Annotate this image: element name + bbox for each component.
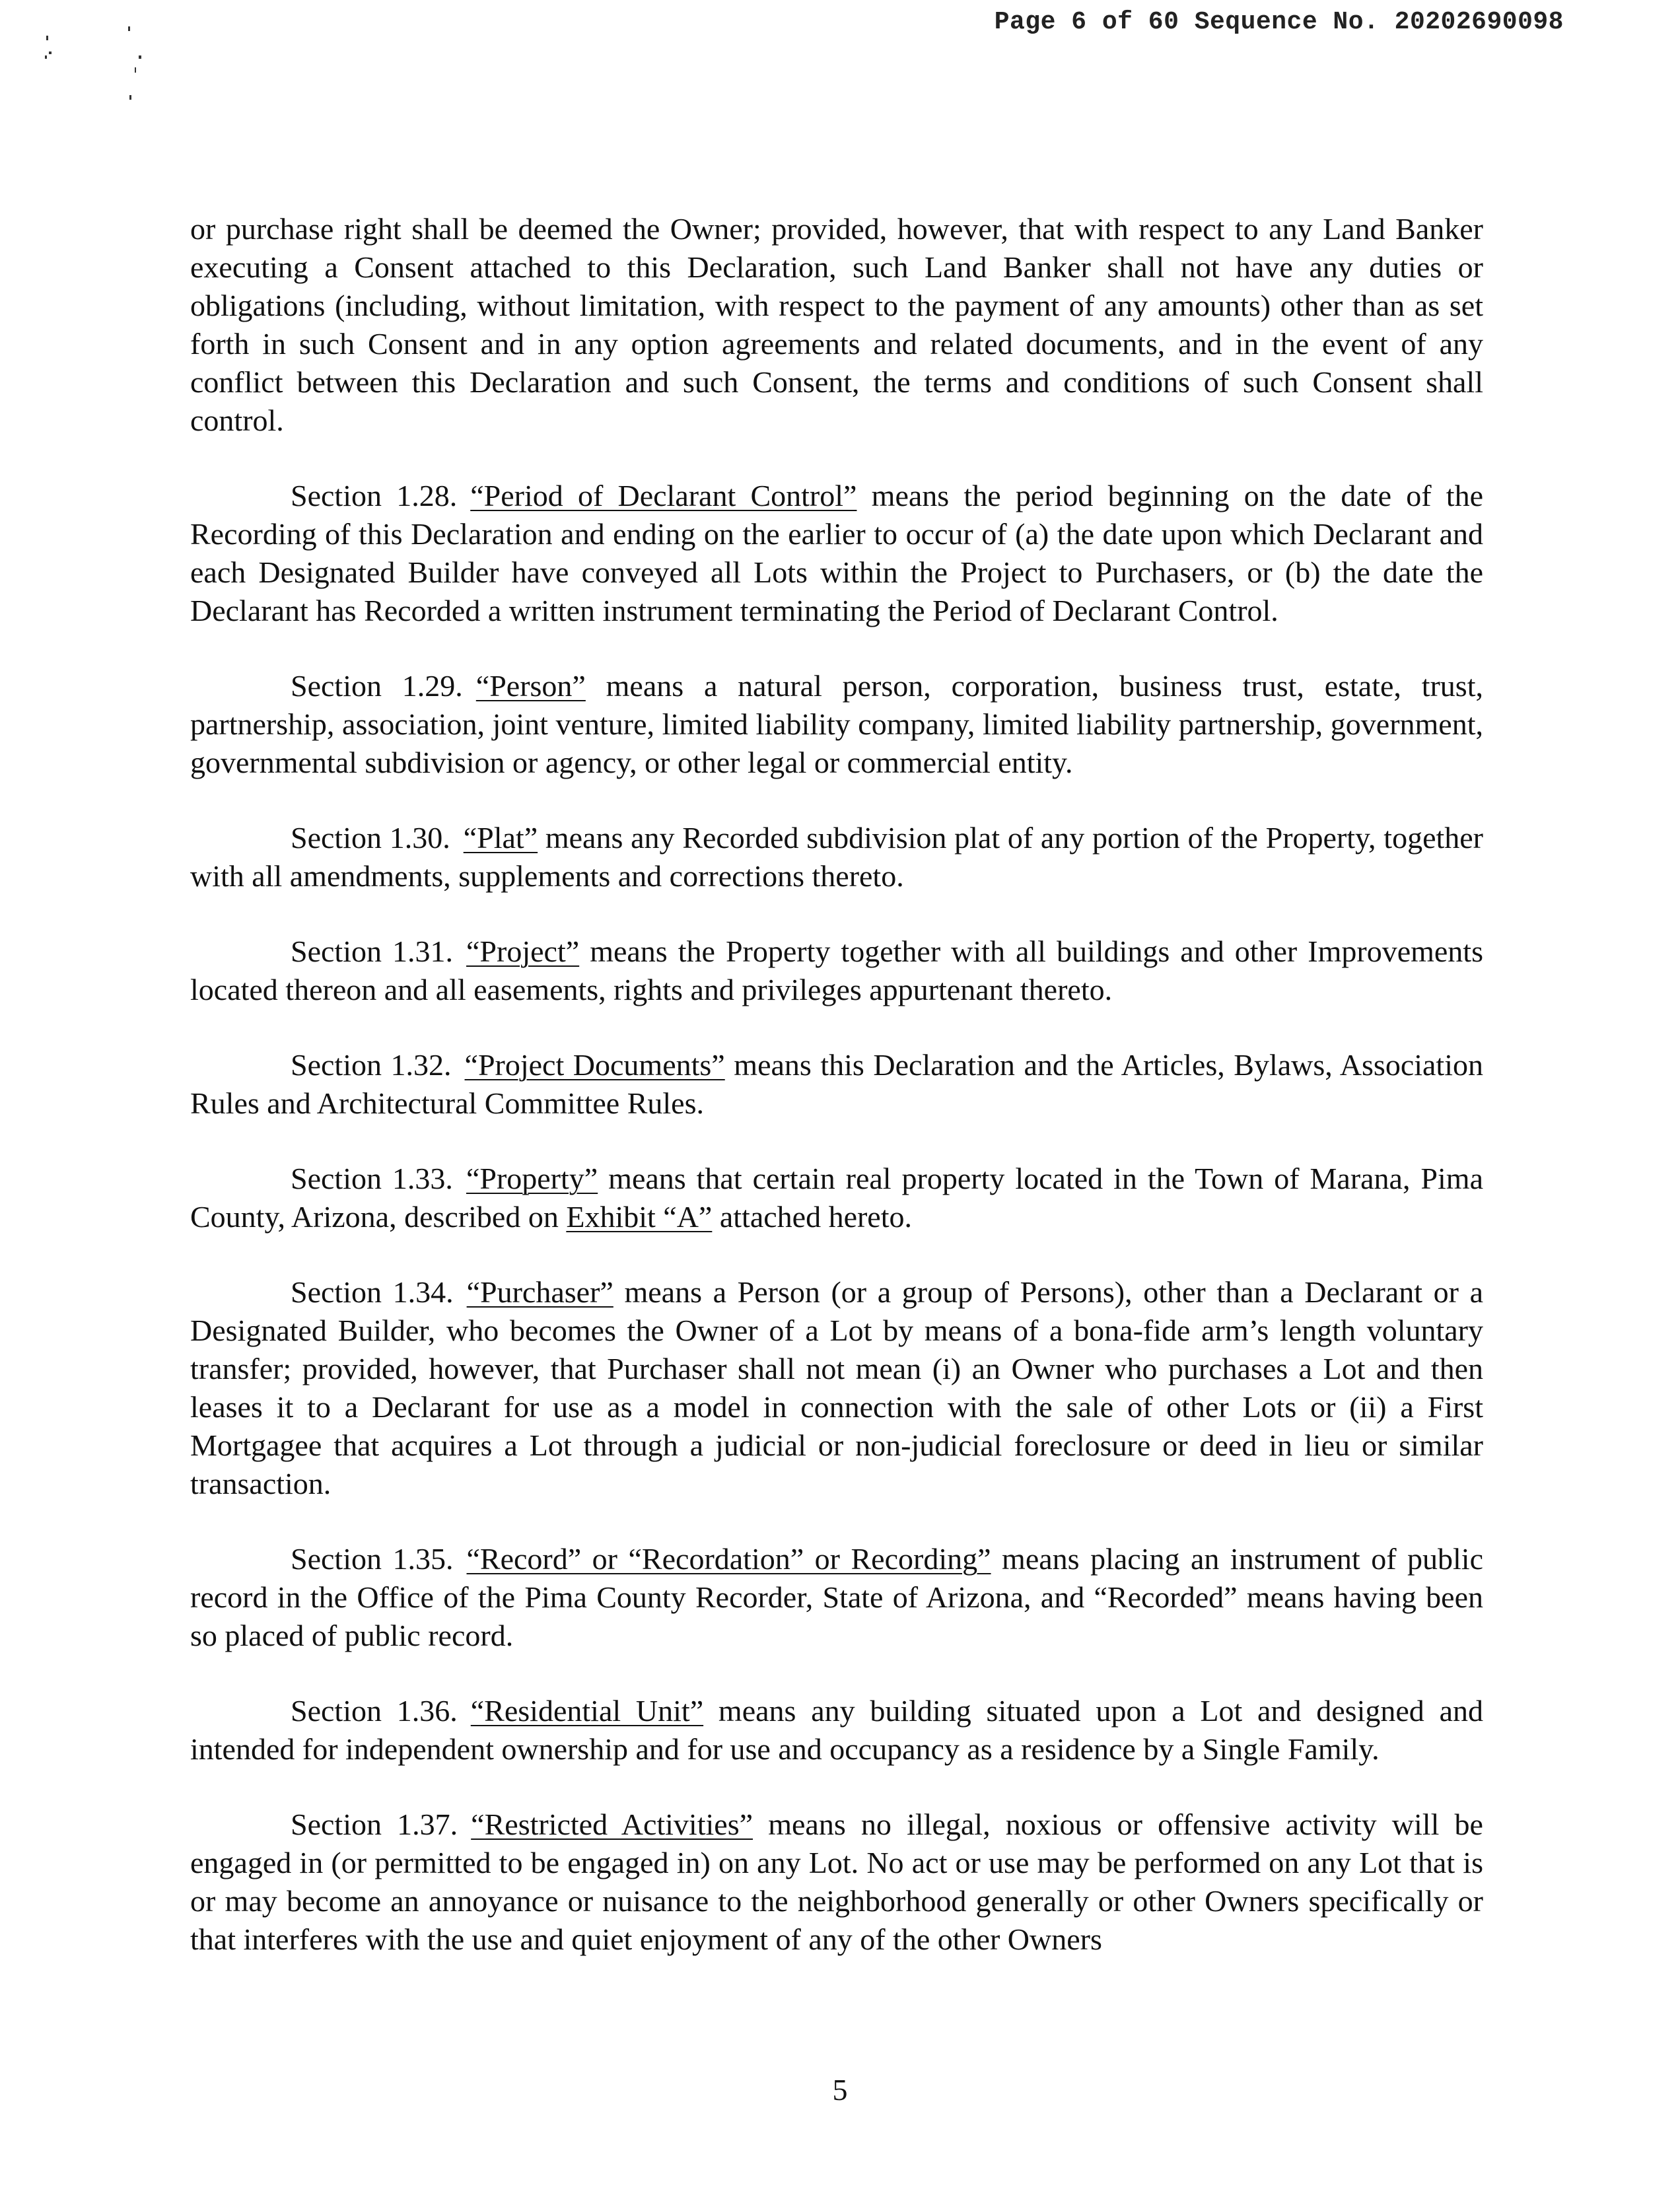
section-text: means no illegal, noxious or offensive activity will be engaged in (or permitted to be engaged in) on any Lot. No act or use may be performed on any Lot that is or may become an annoyance or nuisance to the neighborhood generally or other Owners specifically or that interferes with the use and quiet enjoyment of any of the other Owners [190, 1807, 1483, 1956]
section-1-33 [190, 1160, 1483, 1236]
section-1-28 [190, 477, 1483, 630]
section-1-37 [190, 1805, 1483, 1959]
section-number: Section 1.35. [291, 1542, 454, 1576]
intro-paragraph: or purchase right shall be deemed the Owner; provided, however, that with respect to any Land Banker executing a Consent attached to this Declaration, such Land Banker shall not have any duties or obligations (including, without limitation, with respect to the payment of any amounts) other than as set forth in such Consent and in any option agreements and related documents, and in the event of any conflict between this Declaration and such Consent, the terms and conditions of such Consent shall control. [190, 212, 1483, 437]
defined-term: “Project” [466, 934, 580, 968]
defined-term: “Property” [466, 1162, 598, 1195]
section-number: Section 1.30. [291, 821, 450, 855]
section-text-after: attached hereto. [712, 1200, 913, 1234]
defined-term: “Period of Declarant Control” [470, 479, 857, 512]
document-body [190, 210, 1483, 1996]
section-text: means that certain real property located in the Town of Marana, Pima County, Arizona, described on [190, 1162, 1483, 1234]
page-number: 5 [832, 2073, 848, 2107]
section-1-29 [190, 667, 1483, 782]
defined-term: “Purchaser” [466, 1275, 613, 1309]
section-1-34 [190, 1273, 1483, 1503]
defined-term: “Plat” [463, 821, 538, 855]
section-number: Section 1.31. [291, 934, 454, 968]
defined-term: “Residential Unit” [470, 1694, 704, 1728]
section-1-31 [190, 932, 1483, 1009]
section-number: Section 1.36. [291, 1694, 458, 1728]
scan-specks [40, 26, 172, 119]
defined-term: “Record” or “Recordation” or Recording” [466, 1542, 991, 1576]
sequence-stamp: Page 6 of 60 Sequence No. 20202690098 [994, 8, 1564, 36]
section-1-36 [190, 1692, 1483, 1769]
section-number: Section 1.29. [291, 669, 463, 703]
section-number: Section 1.28. [291, 479, 458, 512]
section-number: Section 1.32. [291, 1048, 452, 1082]
defined-term: “Restricted Activities” [471, 1807, 753, 1841]
section-text: means this Declaration and the Articles, Bylaws, Association Rules and Architectural Committee Rules. [190, 1048, 1483, 1120]
section-number: Section 1.37. [291, 1807, 458, 1841]
exhibit-reference: Exhibit “A” [566, 1200, 713, 1234]
section-1-35 [190, 1540, 1483, 1655]
defined-term: “Project Documents” [464, 1048, 725, 1082]
section-text: means the Property together with all buildings and other Improvements located thereon and all easements, rights and privileges appurtenant thereto. [190, 934, 1483, 1006]
section-text: means any Recorded subdivision plat of any portion of the Property, together with all amendments, supplements and corrections thereto. [190, 821, 1484, 893]
section-number: Section 1.34. [291, 1275, 454, 1309]
section-number: Section 1.33. [291, 1162, 453, 1195]
section-text: means any building situated upon a Lot and designed and intended for independent ownership and for use and occupancy as a residence by a Single Family. [190, 1694, 1483, 1766]
section-text: means a natural person, corporation, business trust, estate, trust, partnership, association, joint venture, limited liability company, limited liability partnership, government, governmental subdivision or agency, or other legal or commercial entity. [190, 669, 1483, 779]
section-1-32 [190, 1046, 1483, 1123]
section-1-30 [190, 819, 1483, 895]
defined-term: “Person” [475, 669, 586, 703]
section-text: means placing an instrument of public record in the Office of the Pima County Recorder, State of Arizona, and “Recorded” means having been so placed of public record. [190, 1542, 1484, 1652]
section-text: means the period beginning on the date of the Recording of this Declaration and ending on the earlier to occur of (a) the date upon which Declarant and each Designated Builder have conveyed all Lots within the Project to Purchasers, or (b) the date the Declarant has Recorded a written instrument terminating the Period of Declarant Control. [190, 479, 1483, 627]
section-text: means a Person (or a group of Persons), other than a Declarant or a Designated Builder, who becomes the Owner of a Lot by means of a bona-fide arm’s length voluntary transfer; provided, however, that Purchaser shall not mean (i) an Owner who purchases a Lot and then leases it to a Declarant for use as a model in connection with the sale of other Lots or (ii) a First Mortgagee that acquires a Lot through a judicial or non-judicial foreclosure or deed in lieu or similar transaction. [190, 1275, 1483, 1500]
